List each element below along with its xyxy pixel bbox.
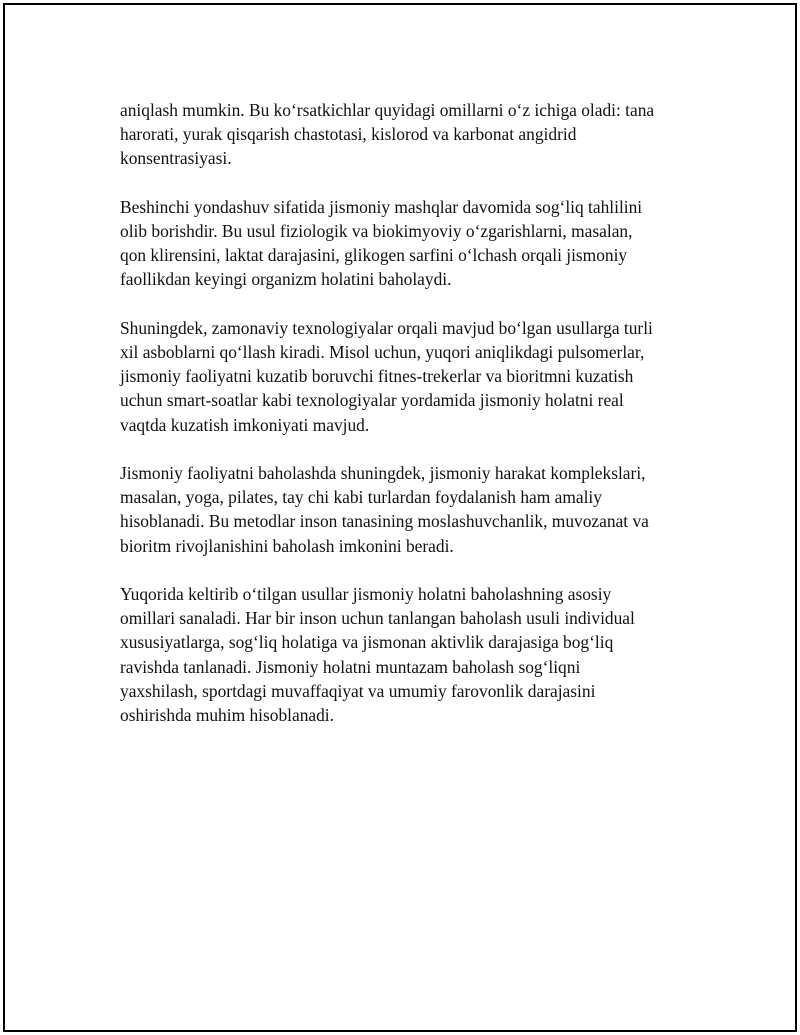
paragraph-line: konsentrasiyasi. — [120, 148, 232, 169]
paragraph-line: harorati, yurak qisqarish chastotasi, kislorod va karbonat angidrid — [120, 124, 577, 145]
paragraph-line: bioritm rivojlanishini baholash imkonini beradi. — [120, 535, 454, 556]
paragraph-2 — [120, 195, 700, 292]
paragraph-line: Yuqorida keltirib o‘tilgan usullar jismoniy holatni baholashning asosiy — [120, 584, 612, 604]
paragraph-line: olib borishdir. Bu usul fiziologik va biokimyoviy o‘zgarishlarni, masalan, — [120, 221, 633, 241]
paragraph-line: xil asboblarni qo‘llash kiradi. Misol uchun, yuqori aniqlikdagi pulsomerlar, — [120, 342, 645, 362]
paragraph-line: aniqlash mumkin. Bu ko‘rsatkichlar quyidagi omillarni o‘z ichiga oladi: tana — [120, 100, 655, 120]
paragraph-line: vaqtda kuzatish imkoniyati mavjud. — [120, 414, 370, 435]
paragraph-line: omillari sanaladi. Har bir inson uchun tanlangan baholash usuli individual — [120, 608, 635, 629]
paragraph-line: Shuningdek, zamonaviy texnologiyalar orqali mavjud bo‘lgan usullarga turli — [120, 317, 653, 338]
paragraph-line: jismoniy faoliyatni kuzatib boruvchi fitnes-trekerlar va bioritmni kuzatish — [120, 366, 634, 387]
paragraph-4 — [120, 461, 700, 558]
document-page — [3, 3, 797, 1032]
paragraph-1 — [120, 98, 700, 171]
paragraph-line: ravishda tanlanadi. Jismoniy holatni muntazam baholash sog‘liqni — [120, 656, 581, 677]
paragraph-line: hisoblanadi. Bu metodlar inson tanasining moslashuvchanlik, muvozanat va — [120, 511, 649, 532]
paragraph-line: Jismoniy faoliyatni baholashda shuningdek, jismoniy harakat komplekslari, — [120, 463, 646, 483]
paragraph-line: Beshinchi yondashuv sifatida jismoniy mashqlar davomida sog‘liq tahlilini — [120, 196, 643, 217]
paragraph-3 — [120, 316, 700, 437]
paragraph-line: faollikdan keyingi organizm holatini baholaydi. — [120, 269, 452, 290]
paragraph-line: uchun smart-soatlar kabi texnologiyalar yordamida jismoniy holatni real — [120, 390, 624, 411]
paragraph-5 — [120, 582, 700, 727]
paragraph-line: oshirishda muhim hisoblanadi. — [120, 705, 334, 726]
paragraph-line: qon klirensini, laktat darajasini, glikogen sarfini o‘lchash orqali jismoniy — [120, 245, 628, 266]
paragraph-line: masalan, yoga, pilates, tay chi kabi turlardan foydalanish ham amaliy — [120, 487, 602, 508]
document-body — [120, 98, 700, 751]
paragraph-line: xususiyatlarga, sog‘liq holatiga va jismonan aktivlik darajasiga bog‘liq — [120, 632, 614, 653]
paragraph-line: yaxshilash, sportdagi muvaffaqiyat va umumiy farovonlik darajasini — [120, 680, 596, 701]
